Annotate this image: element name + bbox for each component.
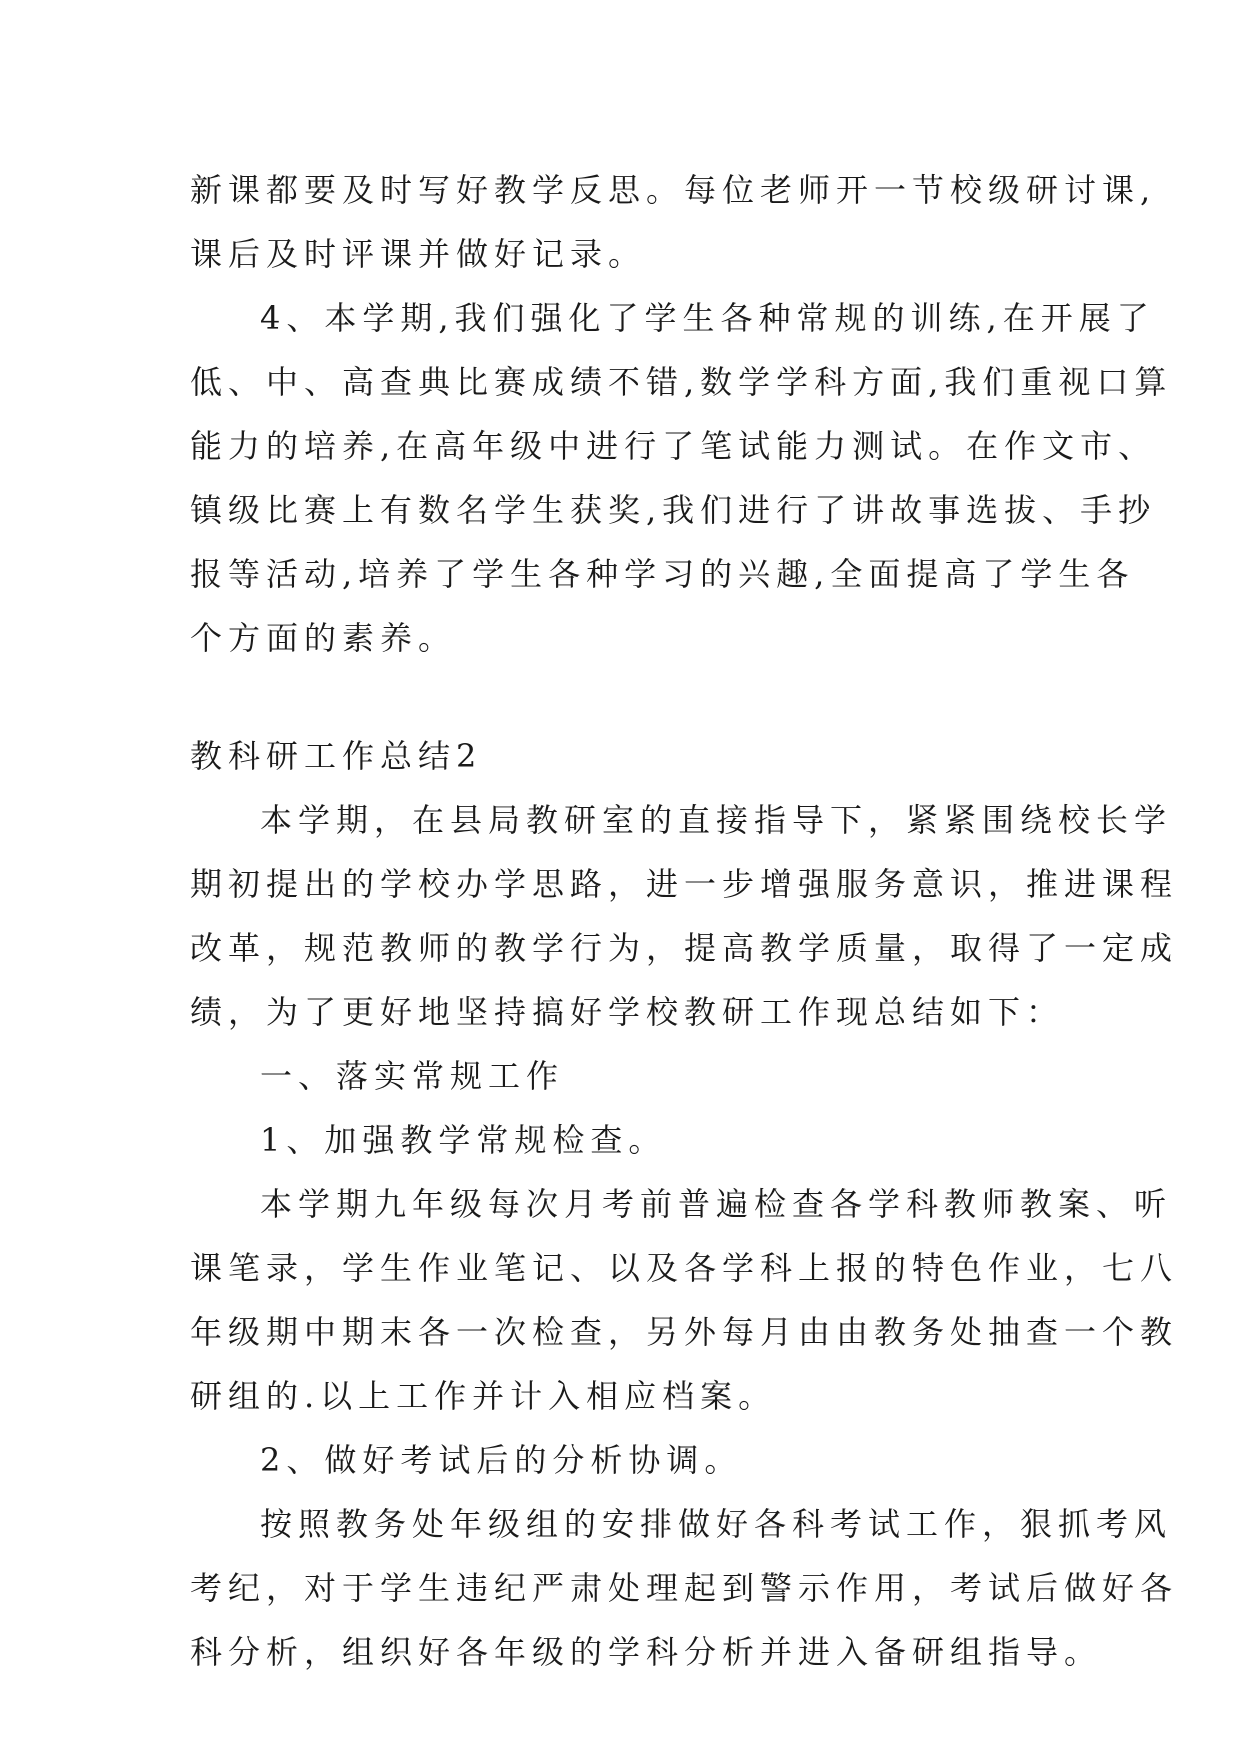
section-heading: 教科研工作总结2 — [190, 737, 483, 775]
text-line: 年级期中期末各一次检查，另外每月由由教务处抽查一个教 — [190, 1313, 1179, 1351]
text-line: 低、中、高查典比赛成绩不错,数学学科方面,我们重视口算 — [190, 363, 1173, 401]
subheading-routine-work: 一、落实常规工作 — [260, 1057, 565, 1095]
paragraph-exams — [190, 1492, 1179, 1684]
paragraph-inspection — [190, 1172, 1179, 1428]
text-line: 本学期九年级每次月考前普遍检查各学科教师教案、听 — [260, 1185, 1173, 1223]
text-line: 能力的培养,在高年级中进行了笔试能力测试。在作文市、 — [190, 427, 1157, 465]
text-line: 改革，规范教师的教学行为，提高教学质量，取得了一定成 — [190, 929, 1179, 967]
text-line: 按照教务处年级组的安排做好各科考试工作，狠抓考风 — [260, 1505, 1173, 1543]
text-line: 本学期，在县局教研室的直接指导下，紧紧围绕校长学 — [260, 801, 1173, 839]
text-line: 科分析，组织好各年级的学科分析并进入备研组指导。 — [190, 1633, 1103, 1671]
text-line: 新课都要及时写好教学反思。每位老师开一节校级研讨课, — [190, 171, 1157, 209]
paragraph-continuation — [190, 158, 1157, 286]
text-line: 课笔录，学生作业笔记、以及各学科上报的特色作业，七八 — [190, 1249, 1179, 1287]
text-line: 考纪，对于学生违纪严肃处理起到警示作用，考试后做好各 — [190, 1569, 1179, 1607]
document-body — [190, 158, 1179, 1684]
subheading-item-2: 2、做好考试后的分析协调。 — [260, 1441, 743, 1479]
paragraph-intro — [190, 788, 1179, 1044]
text-line: 研组的.以上工作并计入相应档案。 — [190, 1377, 777, 1415]
text-line: 课后及时评课并做好记录。 — [190, 235, 647, 273]
subheading-item-1: 1、加强教学常规检查。 — [260, 1121, 667, 1159]
section-gap — [190, 670, 1060, 724]
text-line: 报等活动,培养了学生各种学习的兴趣,全面提高了学生各 — [190, 555, 1135, 593]
text-line: 4、本学期,我们强化了学生各种常规的训练,在开展了 — [260, 299, 1155, 337]
text-line: 个方面的素养。 — [190, 619, 457, 657]
text-line: 镇级比赛上有数名学生获奖,我们进行了讲故事选拔、手抄 — [190, 491, 1157, 529]
paragraph-item-4 — [190, 286, 1173, 670]
text-line: 绩，为了更好地坚持搞好学校教研工作现总结如下： — [190, 993, 1065, 1031]
text-line: 期初提出的学校办学思路，进一步增强服务意识，推进课程 — [190, 865, 1179, 903]
